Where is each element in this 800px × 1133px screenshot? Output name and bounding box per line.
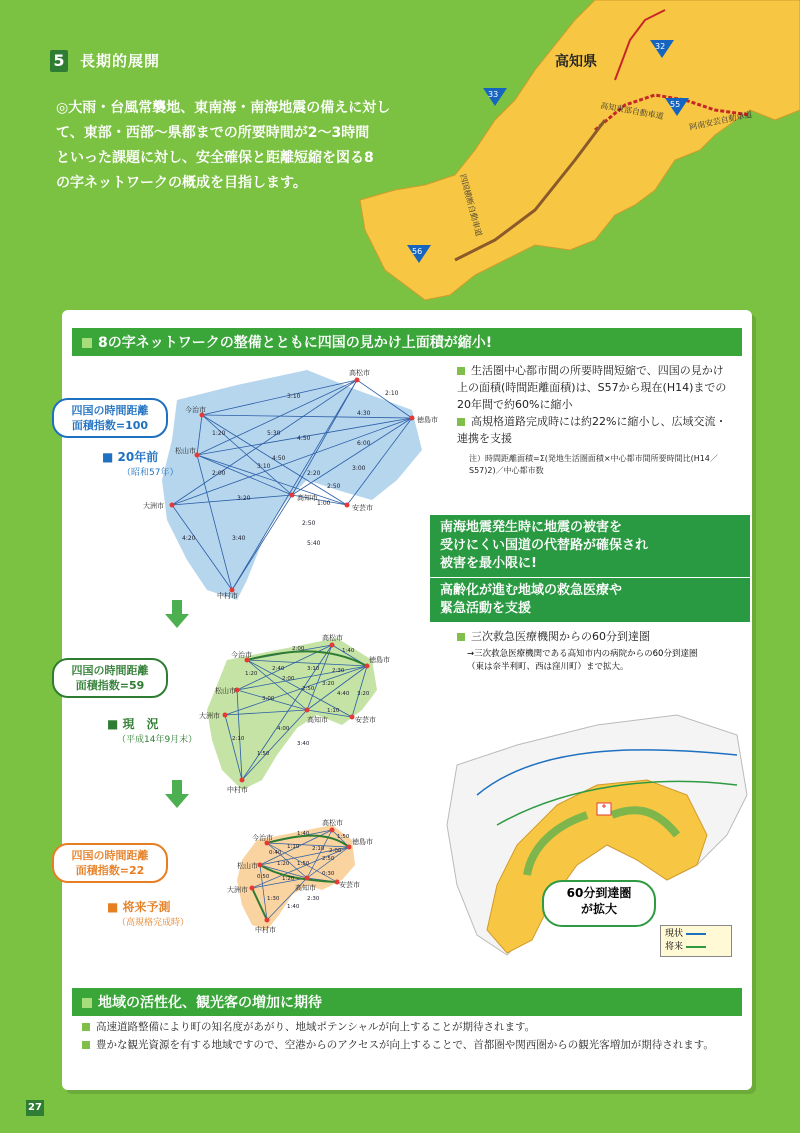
svg-text:55: 55 [670, 100, 681, 109]
svg-text:2:50: 2:50 [322, 856, 335, 862]
svg-text:32: 32 [655, 42, 666, 51]
svg-text:4:40: 4:40 [337, 691, 350, 697]
svg-text:3:20: 3:20 [357, 691, 370, 697]
svg-text:2:10: 2:10 [232, 736, 245, 742]
era1-index-label: 四国の時間距離 面積指数=100 [52, 398, 168, 438]
svg-text:中村市: 中村市 [217, 592, 238, 600]
legend-current-label: 現状 [665, 929, 684, 939]
svg-text:1:40: 1:40 [342, 648, 355, 654]
svg-text:松山市: 松山市 [175, 447, 196, 455]
bottom-bullets [82, 1018, 732, 1054]
svg-text:4:20: 4:20 [182, 535, 196, 542]
road-label-west: 四国横断自動車道 [458, 173, 484, 238]
main-panel [62, 310, 752, 1090]
era3-title: ■ 将来予測 [107, 900, 171, 914]
era3-sub: （高規格完成時） [117, 918, 190, 928]
svg-text:徳島市: 徳島市 [352, 838, 373, 846]
bullet-square-icon [457, 418, 465, 426]
svg-text:1:40: 1:40 [297, 831, 310, 837]
svg-text:高松市: 高松市 [349, 369, 370, 377]
svg-text:3:20: 3:20 [237, 495, 251, 502]
svg-text:4:50: 4:50 [297, 435, 311, 442]
map2-outline [207, 638, 377, 790]
svg-text:33: 33 [488, 90, 499, 99]
svg-text:3:10: 3:10 [257, 463, 271, 470]
page-number: 27 [26, 1100, 44, 1116]
area-note: 注）時間距離面積=Σ(発地生活圏面積×中心都市間所要時間比(H14／S57)2)／中心都市数 [469, 454, 718, 475]
svg-text:松山市: 松山市 [237, 862, 258, 870]
svg-text:2:10: 2:10 [312, 846, 325, 852]
svg-text:1:20: 1:20 [212, 430, 226, 437]
svg-text:2:00: 2:00 [212, 470, 226, 477]
era2-index-label: 四国の時間距離 面積指数=59 [52, 658, 168, 698]
bullet-square-icon [457, 367, 465, 375]
svg-text:今治市: 今治市 [252, 834, 273, 842]
earthquake-box: 南海地震発生時に地震の被害を 受けにくい国道の代替路が確保され 被害を最小限に! [430, 515, 750, 577]
kochi-prefecture-map [355, 0, 800, 310]
svg-text:1:50: 1:50 [297, 861, 310, 867]
svg-text:6:00: 6:00 [357, 440, 371, 447]
pref-label: 高知県 [555, 54, 597, 70]
svg-text:0:30: 0:30 [322, 871, 335, 877]
svg-text:1:20: 1:20 [277, 861, 290, 867]
svg-text:4:00: 4:00 [277, 726, 290, 732]
svg-text:松山市: 松山市 [215, 687, 236, 695]
svg-text:大洲市: 大洲市 [227, 886, 248, 894]
svg-text:高松市: 高松市 [322, 634, 343, 642]
list-item: 高速道路整備により町の知名度があがり、地域ポテンシャルが向上することが期待されます。 [82, 1018, 732, 1036]
svg-text:徳島市: 徳島市 [369, 656, 390, 664]
emergency-note: →三次救急医療機関である高知市内の病院からの60分到達圏 （東は奈半利町、西は窪川町）まで拡大。 [467, 649, 698, 672]
emergency-box: 高齢化が進む地域の救急医療や 緊急活動を支援 [430, 578, 750, 622]
svg-text:1:10: 1:10 [327, 708, 340, 714]
bullet-square-icon [82, 1041, 90, 1049]
svg-text:1:50: 1:50 [337, 834, 350, 840]
emergency-bullet: 三次救急医療機関からの60分到達圏 [457, 628, 737, 645]
svg-text:3:20: 3:20 [322, 681, 335, 687]
svg-text:0:50: 0:50 [257, 874, 270, 880]
svg-text:2:50: 2:50 [302, 520, 316, 527]
era1-sub: （昭和57年） [122, 468, 179, 478]
era2-title: ■ 現 況 [107, 717, 159, 731]
band-square-icon [82, 998, 92, 1008]
list-item: 高規格道路完成時には約22%に縮小し、広域交流・連携を支援 [457, 415, 727, 445]
svg-text:4:30: 4:30 [357, 410, 371, 417]
svg-text:3:10: 3:10 [287, 393, 301, 400]
svg-text:1:10: 1:10 [287, 844, 300, 850]
era2-sub: （平成14年9月末） [117, 735, 198, 745]
svg-text:今治市: 今治市 [231, 651, 252, 659]
intro-text: ◎大雨・台風常襲地、東南海・南海地震の備えに対し て、東部・西部～県都までの所要時間が2～3時間 といった課題に対し、安全確保と距離短縮を図る8 の字ネットワークの概成を目指します。 [56, 100, 391, 191]
bullet-square-icon [457, 633, 465, 641]
svg-text:4:50: 4:50 [272, 455, 286, 462]
svg-text:徳島市: 徳島市 [417, 416, 438, 424]
svg-text:3:10: 3:10 [307, 666, 320, 672]
svg-text:1:20: 1:20 [282, 876, 295, 882]
section-title: 長期的展開 [80, 52, 161, 70]
down-arrow-icon [165, 780, 189, 808]
svg-text:2:30: 2:30 [332, 668, 345, 674]
svg-text:安芸市: 安芸市 [339, 881, 360, 889]
band-square-icon [82, 338, 92, 348]
road-label-east: 高知東部自動車道 [599, 101, 665, 122]
road-label-anan: 阿南安芸自動車道 [688, 109, 754, 132]
svg-text:2:30: 2:30 [307, 896, 320, 902]
svg-text:5:40: 5:40 [307, 540, 321, 547]
svg-text:2:10: 2:10 [385, 390, 399, 397]
reach-callout: 60分到達圏 が拡大 [542, 880, 656, 927]
svg-text:2:00: 2:00 [329, 848, 342, 854]
era3-index-label: 四国の時間距離 面積指数=22 [52, 843, 168, 883]
svg-text:2:50: 2:50 [327, 483, 341, 490]
svg-text:高知市: 高知市 [297, 494, 318, 502]
svg-text:1:50: 1:50 [257, 751, 270, 757]
svg-text:2:40: 2:40 [272, 666, 285, 672]
panel-title-band [72, 328, 742, 356]
svg-text:1:20: 1:20 [245, 671, 258, 677]
area-bullets [457, 362, 727, 477]
legend-future-line [686, 946, 706, 948]
bottom-title: 地域の活性化、観光客の増加に期待 [98, 995, 322, 1011]
route-33-icon [483, 88, 507, 106]
svg-text:2:50: 2:50 [302, 686, 315, 692]
svg-text:2:00: 2:00 [292, 646, 305, 652]
svg-text:1:30: 1:30 [267, 896, 280, 902]
svg-text:2:20: 2:20 [307, 470, 321, 477]
svg-text:高知市: 高知市 [307, 716, 328, 724]
svg-text:安芸市: 安芸市 [352, 504, 373, 512]
section-number-badge: 5 [50, 50, 68, 72]
svg-text:56: 56 [412, 247, 423, 256]
svg-text:3:00: 3:00 [262, 696, 275, 702]
bullet-square-icon [82, 1023, 90, 1031]
legend-future-label: 将来 [665, 942, 684, 952]
svg-text:5:30: 5:30 [267, 430, 281, 437]
svg-text:1:00: 1:00 [317, 500, 331, 507]
svg-text:3:00: 3:00 [352, 465, 366, 472]
list-item: 豊かな観光資源を有する地域ですので、空港からのアクセスが向上することで、首都圏や関西圏からの観光客増加が期待されます。 [82, 1036, 732, 1054]
svg-text:高知市: 高知市 [295, 884, 316, 892]
panel-title: 8の字ネットワークの整備とともに四国の見かけ上面積が縮小! [98, 335, 493, 351]
list-item: 生活圏中心都市間の所要時間短縮で、四国の見かけ上の面積(時間距離面積)は、S57から現在(H14)までの20年間で約60%に縮小 [457, 364, 727, 411]
svg-text:中村市: 中村市 [255, 926, 276, 934]
svg-text:1:40: 1:40 [287, 904, 300, 910]
svg-text:安芸市: 安芸市 [355, 716, 376, 724]
down-arrow-icon [165, 600, 189, 628]
svg-text:今治市: 今治市 [185, 406, 206, 414]
legend-current-line [686, 933, 706, 935]
svg-text:2:00: 2:00 [282, 676, 295, 682]
svg-text:0:40: 0:40 [269, 850, 282, 856]
svg-text:中村市: 中村市 [227, 786, 248, 794]
svg-text:大洲市: 大洲市 [143, 502, 164, 510]
svg-text:高松市: 高松市 [322, 819, 343, 827]
svg-text:大洲市: 大洲市 [199, 712, 220, 720]
bottom-title-band [72, 988, 742, 1016]
era1-title: ■ 20年前 [102, 450, 159, 464]
svg-text:3:40: 3:40 [232, 535, 246, 542]
svg-text:3:40: 3:40 [297, 741, 310, 747]
map-legend [660, 925, 732, 957]
